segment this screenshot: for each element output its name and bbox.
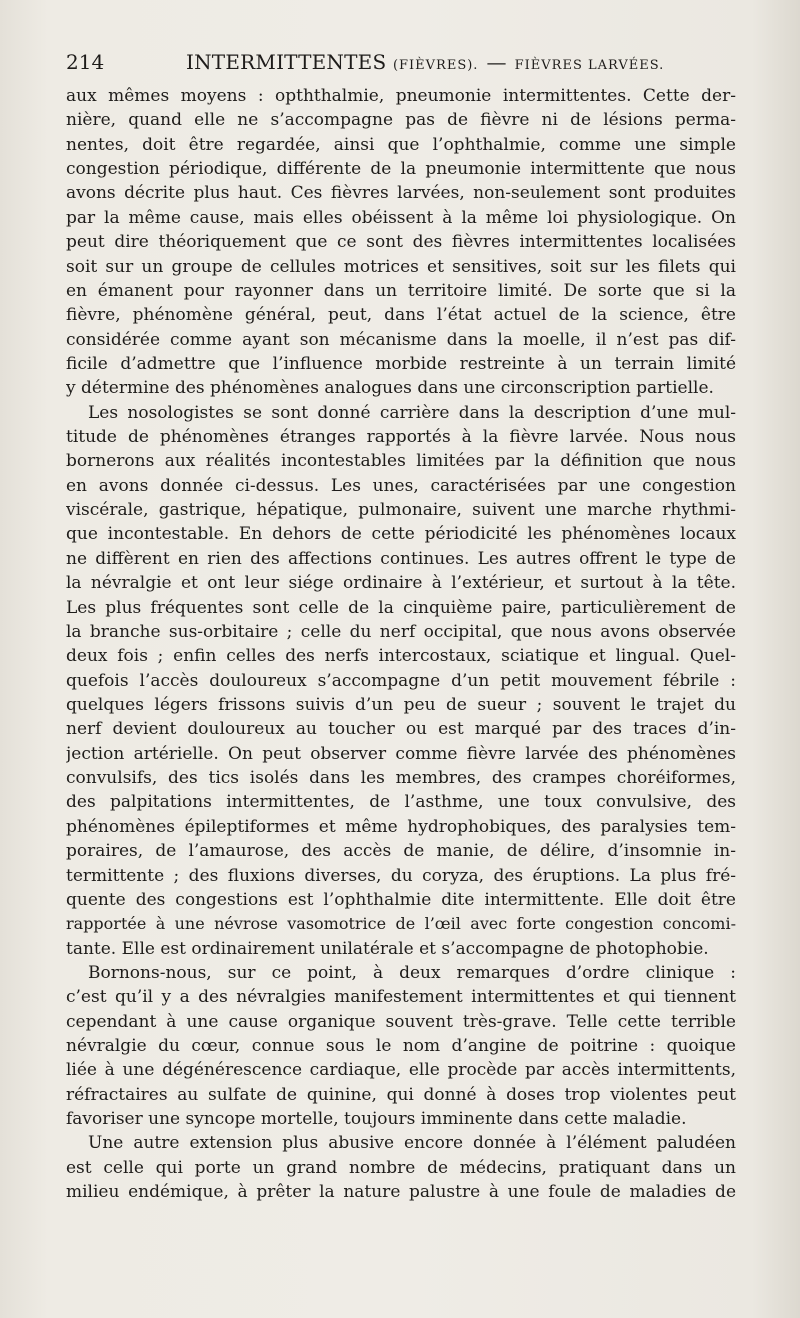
text-line: la branche sus-orbitaire ; celle du nerf occipital, que nous avons observée [66,621,736,642]
text-line: poraires, de l’amaurose, des accès de manie, de délire, d’insomnie in- [66,841,736,862]
text-line: congestion périodique, différente de la pneumonie intermittente que nous [66,159,736,180]
text-line: des palpitations intermittentes, de l’asthme, une toux convulsive, des [66,792,736,813]
text-line: par la même cause, mais elles obéissent à la même loi physiologique. On [66,207,736,228]
text-line: c’est qu’il y a des névralgies manifestement intermittentes et qui tiennent [66,987,736,1008]
text-line: quente des congestions est l’ophthalmie dite intermittente. Elle doit être [66,889,736,910]
page-number: 214 [66,50,105,74]
text-line: cependant à une cause organique souvent très-grave. Telle cette terrible [66,1011,736,1032]
paragraph-first-line: Les nosologistes se sont donné carrière dans la description d’une mul- [88,402,736,423]
text-line: quelques légers frissons suivis d’un peu de sueur ; souvent le trajet du [66,694,736,715]
text-line: aux mêmes moyens : opththalmie, pneumonie intermittentes. Cette der- [66,86,736,106]
text-line: jection artérielle. On peut observer comme fièvre larvée des phénomènes [66,743,736,764]
text-line: en avons donnée ci-dessus. Les unes, caractérisées par une congestion [66,475,736,496]
header-paren: (FIÈVRES). [392,58,479,73]
text-line: névralgie du cœur, connue sous le nom d’angine de poitrine : quoique [66,1036,736,1057]
paragraph-first-line: Une autre extension plus abusive encore donnée à l’élément paludéen [88,1133,736,1154]
paragraph-first-line: Bornons-nous, sur ce point, à deux remarques d’ordre clinique : [88,962,736,983]
text-line: rapportée à une névrose vasomotrice de l’œil avec forte congestion concomi- [66,914,736,934]
text-line: ne diffèrent en rien des affections continues. Les autres offrent le type de [66,548,736,569]
text-line: phénomènes épileptiformes et même hydrophobiques, des paralysies tem- [66,816,736,837]
text-line: liée à une dégénérescence cardiaque, elle procède par accès intermittents, [66,1060,736,1081]
text-line: peut dire théoriquement que ce sont des fièvres intermittentes localisées [66,232,736,253]
text-line: convulsifs, des tics isolés dans les membres, des crampes choréiformes, [66,768,736,789]
text-line: titude de phénomènes étranges rapportés à la fièvre larvée. Nous nous [66,427,736,448]
text-line: nerf devient douloureux au toucher ou est marqué par des traces d’in- [66,719,736,740]
running-header [66,46,736,78]
text-line: y détermine des phénomènes analogues dans une circonscription partielle. [66,378,714,399]
text-line: termittente ; des fluxions diverses, du coryza, des éruptions. La plus fré- [66,865,736,886]
text-line: ficile d’admettre que l’influence morbide restreinte à un terrain limité [66,353,736,374]
text-line: tante. Elle est ordinairement unilatérale et s’accompagne de photophobie. [66,938,709,959]
text-line: bornerons aux réalités incontestables limitées par la définition que nous [66,451,736,472]
text-line: en émanent pour rayonner dans un territoire limité. De sorte que si la [66,280,736,301]
text-line: nière, quand elle ne s’accompagne pas de fièvre ni de lésions perma- [66,110,736,131]
text-line: viscérale, gastrique, hépatique, pulmonaire, suivent une marche rhythmi- [66,500,736,521]
body-text [66,84,736,1205]
text-line: fièvre, phénomène général, peut, dans l’état actuel de la science, être [66,305,736,326]
text-line: Les plus fréquentes sont celle de la cinquième paire, particulièrement de [66,597,736,618]
header-subtitle: FIÈVRES LARVÉES. [514,58,665,73]
text-line: quefois l’accès douloureux s’accompagne d’un petit mouvement fébrile : [66,670,736,691]
header-title-group [186,46,664,78]
header-dash: — [486,50,507,74]
text-line: que incontestable. En dehors de cette périodicité les phénomènes locaux [66,524,736,545]
text-line: la névralgie et ont leur siége ordinaire à l’extérieur, et surtout à la tête. [66,573,736,594]
header-title: INTERMITTENTES [186,50,387,74]
text-line: réfractaires au sulfate de quinine, qui donné à doses trop violentes peut [66,1084,736,1105]
text-line: soit sur un groupe de cellules motrices et sensitives, soit sur les filets qui [66,256,736,277]
text-line: favoriser une syncope mortelle, toujours imminente dans cette maladie. [66,1109,687,1130]
text-line: considérée comme ayant son mécanisme dans la moelle, il n’est pas dif- [66,329,736,350]
text-line: avons décrite plus haut. Ces fièvres larvées, non-seulement sont produites [66,183,736,204]
text-line: milieu endémique, à prêter la nature palustre à une foule de maladies de [66,1182,736,1203]
text-line: nentes, doit être regardée, ainsi que l’ophthalmie, comme une simple [66,134,736,155]
text-line: deux fois ; enfin celles des nerfs intercostaux, sciatique et lingual. Quel- [66,646,736,667]
text-line: est celle qui porte un grand nombre de médecins, pratiquant dans un [66,1157,736,1178]
